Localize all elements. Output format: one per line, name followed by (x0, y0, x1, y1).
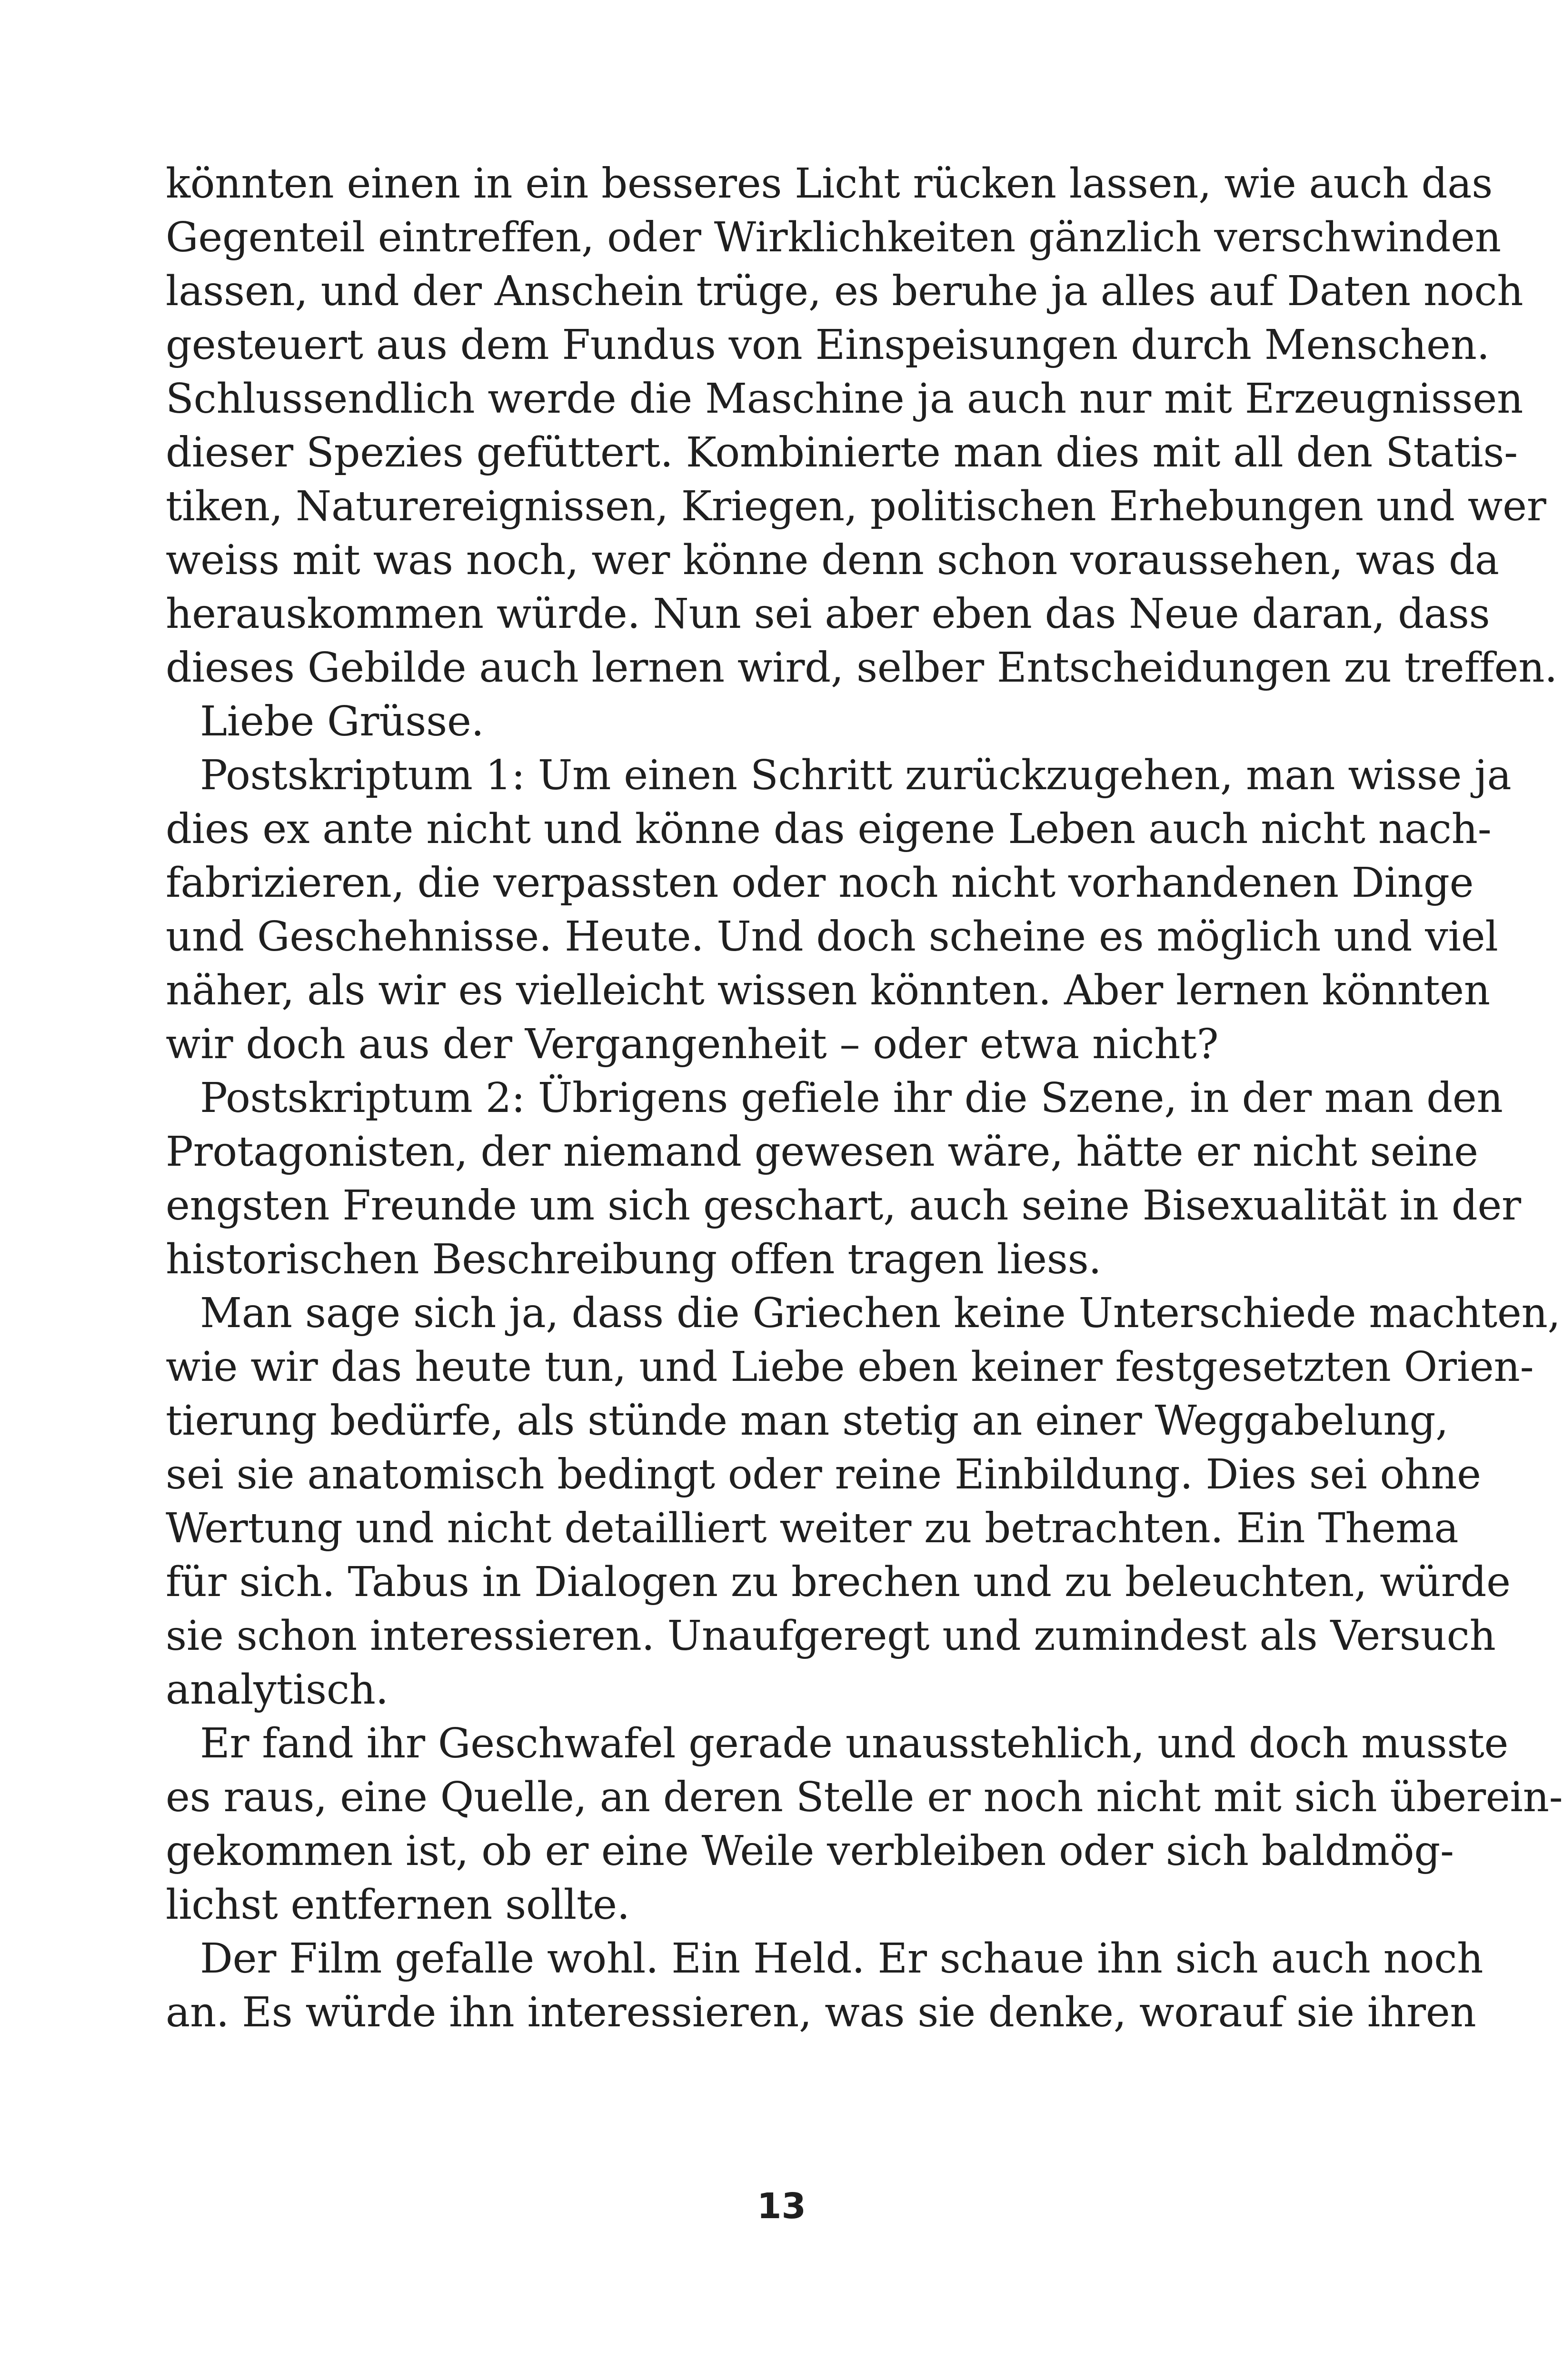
paragraph (166, 695, 1384, 749)
text-line: Man sage sich ja, dass die Griechen keine Unterschiede machten, (200, 1289, 1561, 1337)
text-line: wir doch aus der Vergangenheit – oder etwa nicht? (166, 1021, 1219, 1068)
text-line: dieser Spezies gefüttert. Kombinierte man dies mit all den Statis- (166, 429, 1518, 476)
paragraph (166, 1717, 1563, 1932)
text-line: historischen Beschreibung offen tragen liess. (166, 1236, 1102, 1283)
text-line: tierung bedürfe, als stünde man stetig an einer Weggabelung, (166, 1397, 1449, 1445)
text-line: tiken, Naturereignissen, Kriegen, politischen Erhebungen und wer (166, 483, 1546, 530)
text-line: weiss mit was noch, wer könne denn schon voraussehen, was da (166, 536, 1499, 584)
text-line: fabrizieren, die verpassten oder noch nicht vorhandenen Dinge (166, 859, 1474, 907)
text-line: Postskriptum 1: Um einen Schritt zurückzugehen, man wisse ja (200, 752, 1512, 799)
text-line: Postskriptum 2: Übrigens gefiele ihr die Szene, in der man den (200, 1074, 1503, 1122)
text-line: gekommen ist, ob er eine Weile verbleiben oder sich baldmög- (166, 1827, 1454, 1875)
text-line: Protagonisten, der niemand gewesen wäre, hätte er nicht seine (166, 1128, 1478, 1176)
text-line: gesteuert aus dem Fundus von Einspeisungen durch Menschen. (166, 321, 1490, 369)
text-line: für sich. Tabus in Dialogen zu brechen und zu beleuchten, würde (166, 1558, 1511, 1606)
text-line: analytisch. (166, 1666, 388, 1714)
text-line: Schlussendlich werde die Maschine ja auch nur mit Erzeugnissen (166, 375, 1523, 423)
text-line: Er fand ihr Geschwafel gerade unausstehlich, und doch musste (200, 1720, 1509, 1767)
text-line: und Geschehnisse. Heute. Und doch scheine es möglich und viel (166, 913, 1498, 961)
body-text (166, 157, 1563, 2040)
paragraph (166, 157, 1558, 695)
text-line: lassen, und der Anschein trüge, es beruhe ja alles auf Daten noch (166, 268, 1523, 315)
paragraph (166, 1287, 1561, 1717)
text-line: wie wir das heute tun, und Liebe eben keiner festgesetzten Orien- (166, 1343, 1534, 1391)
text-line: dies ex ante nicht und könne das eigene Leben auch nicht nach- (166, 805, 1492, 853)
text-line: Der Film gefalle wohl. Ein Held. Er schaue ihn sich auch noch (200, 1935, 1483, 1983)
text-line: Liebe Grüsse. (200, 698, 484, 745)
paragraph (166, 1071, 1521, 1287)
page-number: 13 (757, 2186, 806, 2227)
text-line: sie schon interessieren. Unaufgeregt und zumindest als Versuch (166, 1612, 1496, 1660)
text-line: näher, als wir es vielleicht wissen könnten. Aber lernen könnten (166, 967, 1490, 1014)
text-line: lichst entfernen sollte. (166, 1881, 630, 1929)
paragraph (166, 1932, 1483, 2040)
paragraph (166, 749, 1512, 1071)
text-line: Gegenteil eintreffen, oder Wirklichkeiten gänzlich verschwinden (166, 214, 1501, 261)
text-line: an. Es würde ihn interessieren, was sie denke, worauf sie ihren (166, 1989, 1476, 2036)
text-line: herauskommen würde. Nun sei aber eben das Neue daran, dass (166, 590, 1490, 638)
text-line: könnten einen in ein besseres Licht rücken lassen, wie auch das (166, 160, 1493, 208)
text-line: engsten Freunde um sich geschart, auch seine Bisexualität in der (166, 1182, 1521, 1230)
text-line: Wertung und nicht detailliert weiter zu betrachten. Ein Thema (166, 1505, 1459, 1552)
text-line: sei sie anatomisch bedingt oder reine Einbildung. Dies sei ohne (166, 1451, 1481, 1498)
text-line: dieses Gebilde auch lernen wird, selber Entscheidungen zu treffen. (166, 644, 1558, 692)
text-line: es raus, eine Quelle, an deren Stelle er noch nicht mit sich überein- (166, 1774, 1563, 1821)
